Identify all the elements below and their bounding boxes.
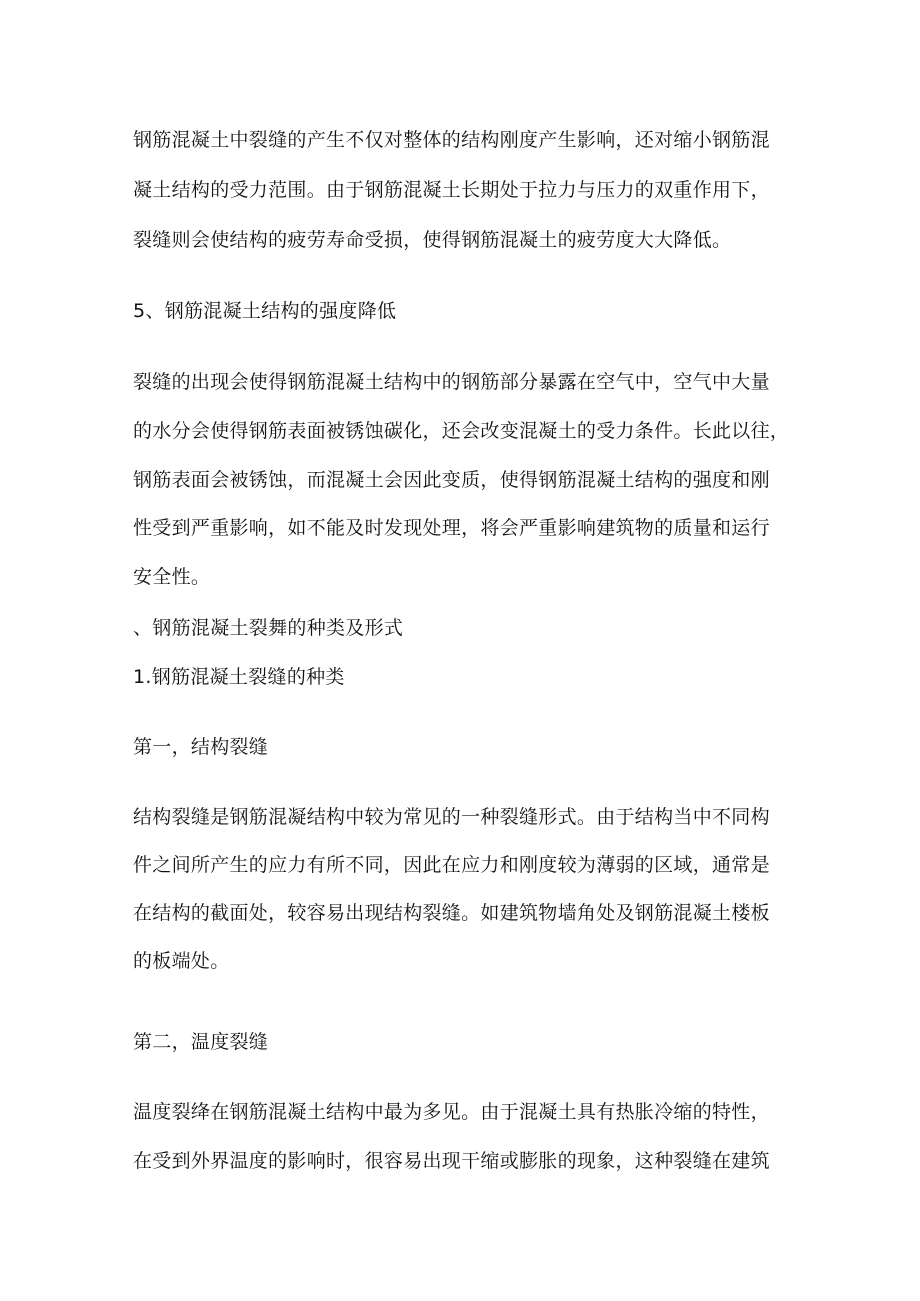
paragraph-2-line-4: 性受到严重影响，如不能及时发现处理，将会严重影响建筑物的质量和运行 — [133, 517, 770, 539]
paragraph-3-line-2: 件之间所产生的应力有所不同，因此在应力和刚度较为薄弱的区域，通常是 — [133, 854, 770, 876]
paragraph-3-line-3: 在结构的截面处，较容易出现结构裂缝。如建筑物墙角处及钢筋混凝土楼板 — [133, 902, 770, 924]
heading-temperature-cracks: 第二，温度裂缝 — [133, 1031, 269, 1053]
paragraph-4-line-2: 在受到外界温度的影响时，很容易出现干缩或膨胀的现象，这种裂缝在建筑 — [133, 1150, 770, 1172]
paragraph-3-line-4: 的板端处。 — [133, 950, 230, 972]
paragraph-2-line-1: 裂缝的出现会使得钢筋混凝土结构中的钢筋部分暴露在空气中，空气中大量 — [133, 371, 770, 393]
heading-5: 5、钢筋混凝土结构的强度降低 — [133, 300, 397, 322]
subsection-heading: 1.钢筋混凝土裂缝的种类 — [133, 666, 345, 688]
paragraph-2-line-5: 安全性。 — [133, 566, 211, 588]
paragraph-2-line-2: 的水分会使得钢筋表面被锈蚀碳化，还会改变混凝土的受力条件。长此以往， — [133, 420, 790, 442]
heading-structural-cracks: 第一，结构裂缝 — [133, 736, 269, 758]
paragraph-4-line-1: 温度裂绛在钢筋混凝土结构中最为多见。由于混凝土具有热胀冷缩的特性， — [133, 1101, 770, 1123]
paragraph-3-line-1: 结构裂缝是钢筋混凝结构中较为常见的一种裂缝形式。由于结构当中不同构 — [133, 806, 770, 828]
paragraph-1-line-2: 凝土结构的受力范围。由于钢筋混凝土长期处于拉力与压力的双重作用下， — [133, 179, 770, 201]
paragraph-1-line-3: 裂缝则会使结构的疲劳寿命受损，使得钢筋混凝土的疲劳度大大降低。 — [133, 229, 732, 251]
paragraph-1-line-1: 钢筋混凝土中裂缝的产生不仅对整体的结构刚度产生影响，还对缩小钢筋混 — [133, 129, 770, 151]
section-heading: 、钢筋混凝土裂舞的种类及形式 — [133, 617, 404, 639]
paragraph-2-line-3: 钢筋表面会被锈蚀，而混凝土会因此变质，使得钢筋混凝土结构的强度和刚 — [133, 469, 770, 491]
